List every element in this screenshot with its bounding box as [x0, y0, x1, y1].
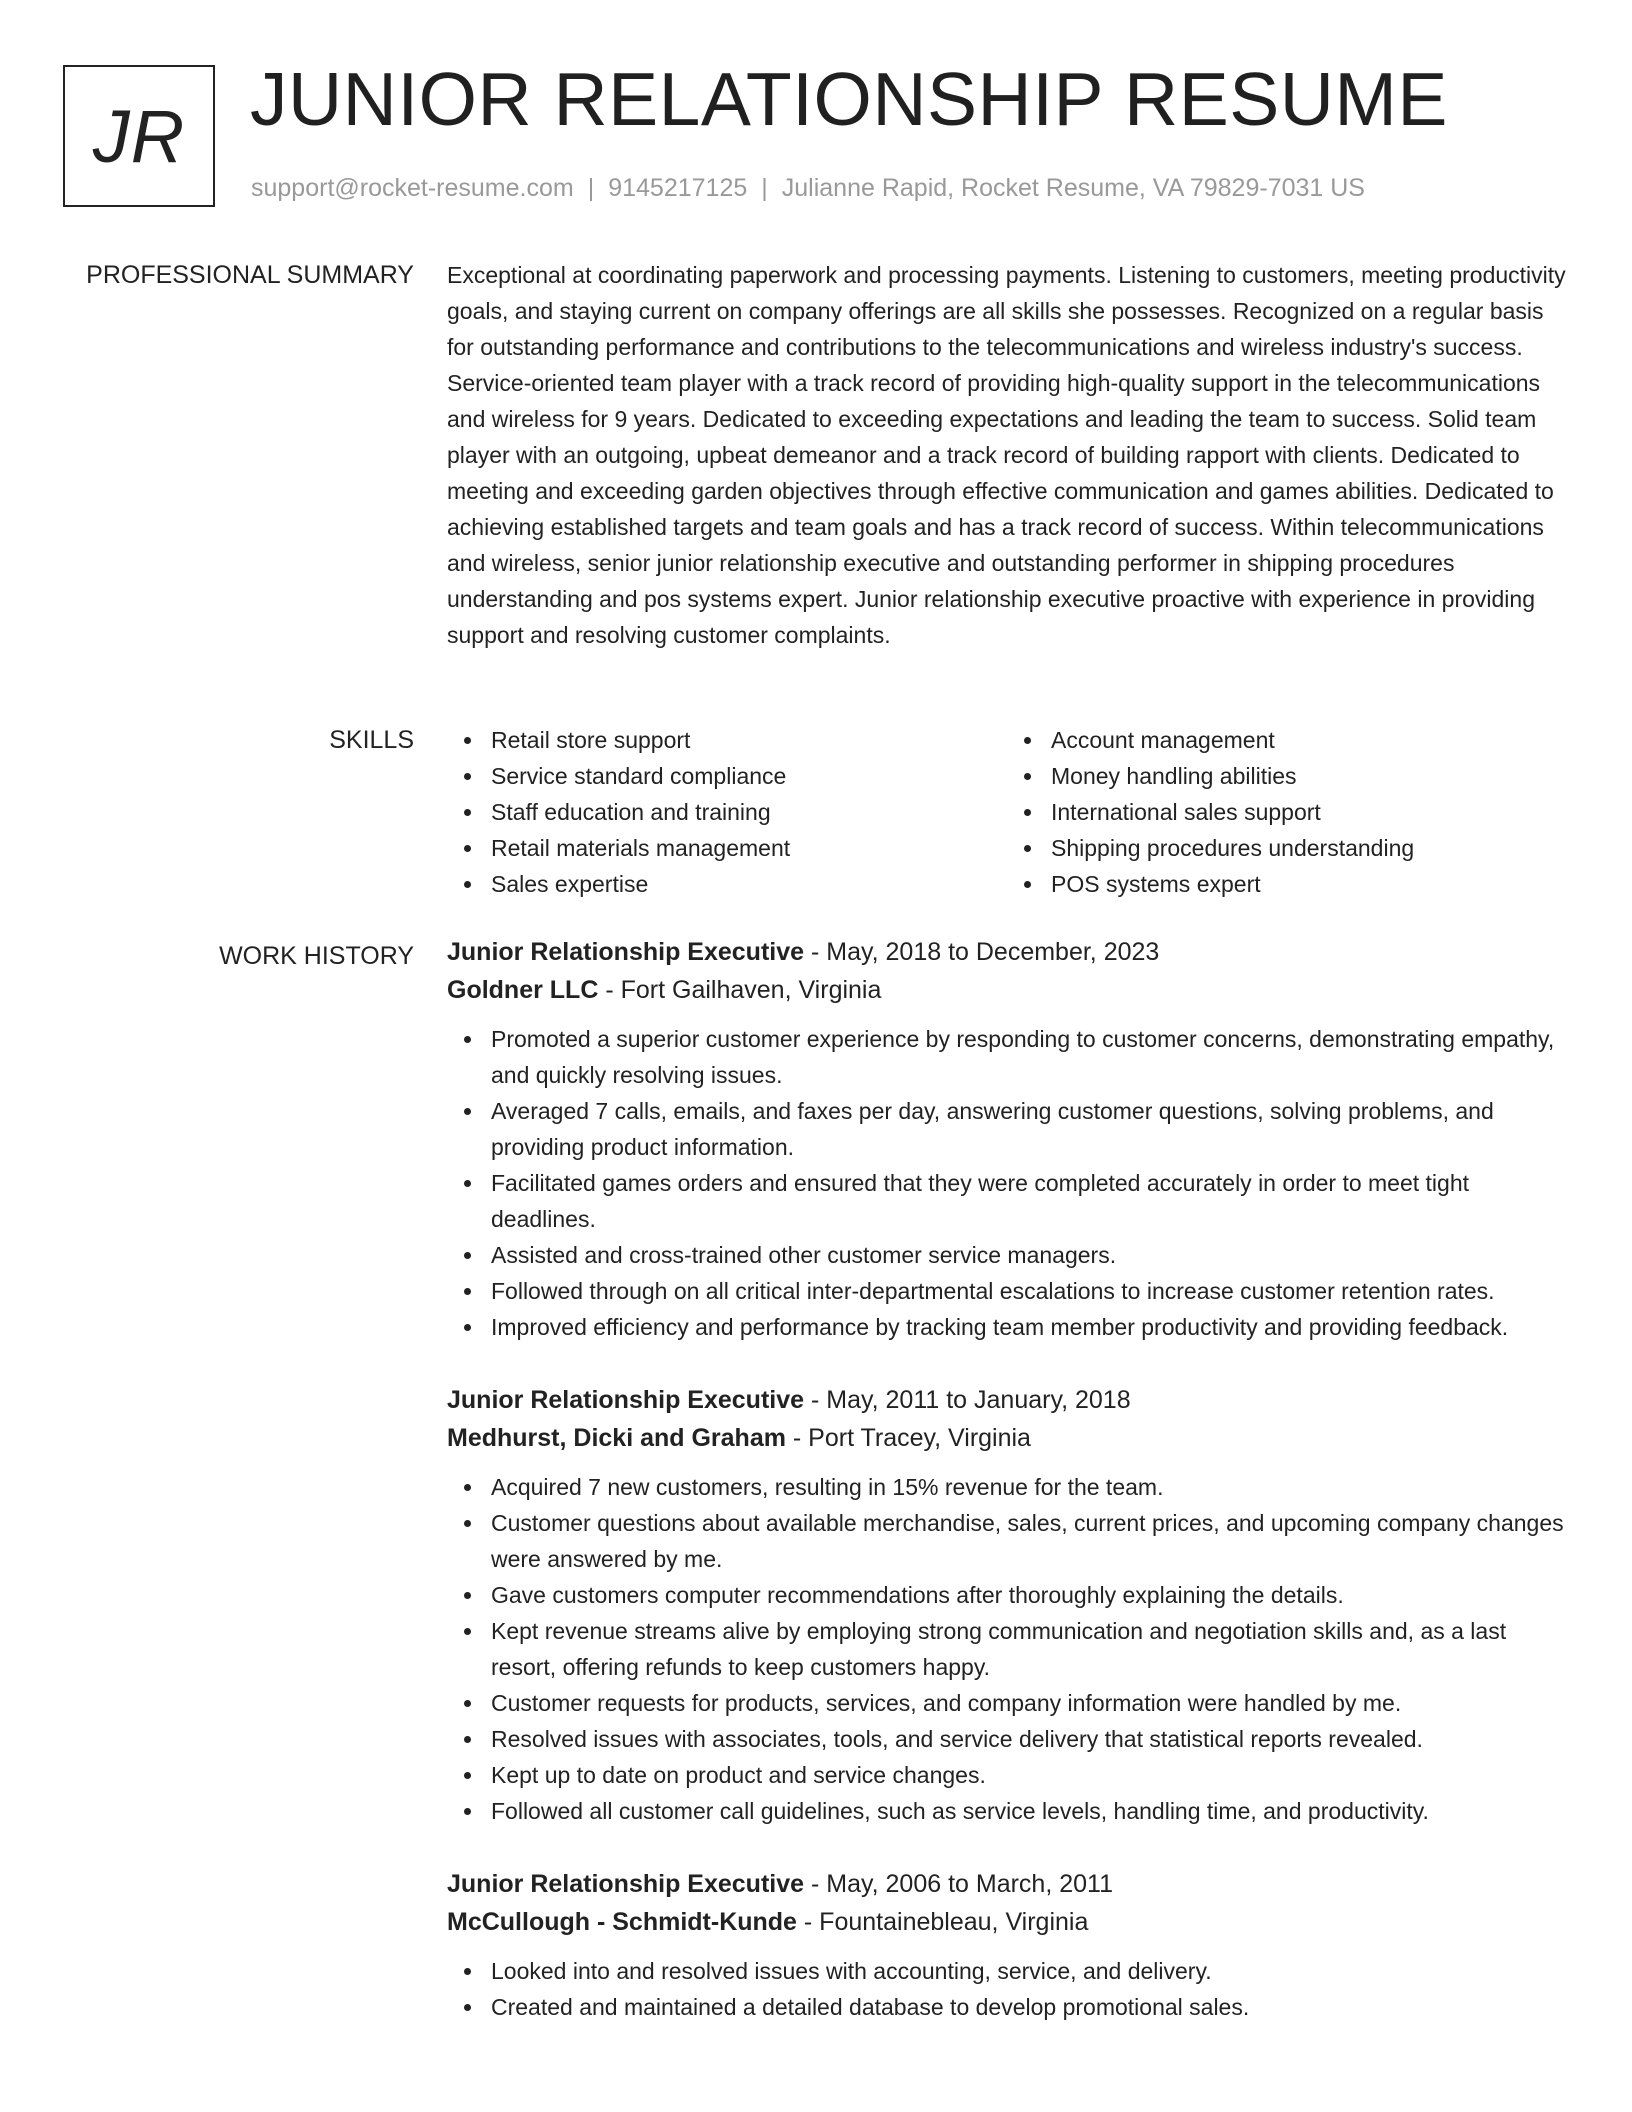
job-bullet: Acquired 7 new customers, resulting in 15% revenue for the team. [491, 1469, 1567, 1505]
job-title: Junior Relationship Executive [447, 938, 805, 966]
job-entry [447, 1381, 1567, 1829]
job-location: - Fountainebleau, Virginia [796, 1908, 1089, 1936]
job-bullet: Improved efficiency and performance by tracking team member productivity and providing feedback. [491, 1309, 1567, 1345]
job-bullet: Created and maintained a detailed database to develop promotional sales. [491, 1989, 1567, 2025]
job-bullets [447, 1021, 1567, 1345]
job-title: Junior Relationship Executive [447, 1870, 805, 1898]
job-location: - Fort Gailhaven, Virginia [598, 976, 882, 1004]
job-bullet: Kept revenue streams alive by employing strong communication and negotiation skills and, as a last resort, offering refunds to keep customers happy. [491, 1613, 1567, 1685]
job-location: - Port Tracey, Virginia [785, 1424, 1031, 1452]
work-history-body [447, 933, 1567, 2061]
job-dates: - May, 2011 to January, 2018 [804, 1386, 1131, 1414]
job-bullet: Customer questions about available merchandise, sales, current prices, and upcoming company changes were answered by me. [491, 1505, 1567, 1577]
skills-column-right [1007, 722, 1567, 902]
resume-title: JUNIOR RELATIONSHIP RESUME [250, 57, 1448, 141]
job-bullet: Resolved issues with associates, tools, and service delivery that statistical reports revealed. [491, 1721, 1567, 1757]
job-bullet: Gave customers computer recommendations after thoroughly explaining the details. [491, 1577, 1567, 1613]
job-company-line [447, 971, 1567, 1009]
job-company: McCullough - Schmidt-Kunde [447, 1908, 797, 1936]
skills-body [447, 722, 1567, 902]
skill-item: POS systems expert [1051, 866, 1567, 902]
summary-text: Exceptional at coordinating paperwork and processing payments. Listening to customers, meeting productivity goals, and staying current on company offerings are all skills she possesses. Recognized on a regular basis for outstanding performance and contributions to the telecommunications and wireless industry's success. Service-oriented team player with a track record of providing high-quality support in the telecommunications and wireless for 9 years. Dedicated to exceeding expectations and leading the team to success. Solid team player with an outgoing, upbeat demeanor and a track record of building rapport with clients. Dedicated to meeting and exceeding garden objectives through effective communication and games abilities. Dedicated to achieving established targets and team goals and has a track record of success. Within telecommunications and wireless, senior junior relationship executive and outstanding performer in shipping procedures understanding and pos systems expert. Junior relationship executive proactive with experience in providing support and resolving customer complaints. [447, 262, 1566, 648]
contact-email: support@rocket-resume.com [251, 174, 574, 202]
job-title: Junior Relationship Executive [447, 1386, 805, 1414]
job-bullet: Followed all customer call guidelines, such as service levels, handling time, and productivity. [491, 1793, 1567, 1829]
skill-item: Service standard compliance [491, 758, 1007, 794]
job-bullet: Followed through on all critical inter-departmental escalations to increase customer retention rates. [491, 1273, 1567, 1309]
skill-item: Retail store support [491, 722, 1007, 758]
contact-address: Julianne Rapid, Rocket Resume, VA 79829-7031 US [781, 174, 1365, 202]
job-company-line [447, 1419, 1567, 1457]
job-bullet: Customer requests for products, services, and company information were handled by me. [491, 1685, 1567, 1721]
job-bullet: Facilitated games orders and ensured that they were completed accurately in order to meet tight deadlines. [491, 1165, 1567, 1237]
contact-line [251, 174, 1365, 203]
job-bullet: Kept up to date on product and service changes. [491, 1757, 1567, 1793]
skills-heading: SKILLS [329, 726, 414, 754]
job-title-line [447, 1865, 1567, 1903]
job-title-line [447, 1381, 1567, 1419]
job-dates: - May, 2018 to December, 2023 [804, 938, 1160, 966]
job-dates: - May, 2006 to March, 2011 [804, 1870, 1113, 1898]
job-entry [447, 1865, 1567, 2025]
job-company: Goldner LLC [447, 976, 599, 1004]
job-entry [447, 933, 1567, 1345]
skills-column-left [447, 722, 1007, 902]
skill-item: Account management [1051, 722, 1567, 758]
skill-item: Money handling abilities [1051, 758, 1567, 794]
skills-grid [447, 722, 1567, 902]
monogram-logo: JR [63, 65, 215, 207]
job-bullets [447, 1953, 1567, 2025]
skill-item: International sales support [1051, 794, 1567, 830]
contact-phone: 9145217125 [608, 174, 748, 202]
summary-heading: PROFESSIONAL SUMMARY [86, 261, 414, 289]
skill-item: Retail materials management [491, 830, 1007, 866]
contact-separator: | [587, 174, 595, 202]
work-history-heading: WORK HISTORY [219, 942, 414, 970]
job-bullet: Averaged 7 calls, emails, and faxes per day, answering customer questions, solving problems, and providing product information. [491, 1093, 1567, 1165]
contact-separator: | [761, 174, 768, 202]
job-bullet: Assisted and cross-trained other customer service managers. [491, 1237, 1567, 1273]
job-bullet: Looked into and resolved issues with accounting, service, and delivery. [491, 1953, 1567, 1989]
skill-item: Staff education and training [491, 794, 1007, 830]
job-title-line [447, 933, 1567, 971]
skill-item: Shipping procedures understanding [1051, 830, 1567, 866]
job-bullets [447, 1469, 1567, 1829]
job-company: Medhurst, Dicki and Graham [447, 1424, 786, 1452]
skill-item: Sales expertise [491, 866, 1007, 902]
job-bullet: Promoted a superior customer experience by responding to customer concerns, demonstrating empathy, and quickly resolving issues. [491, 1021, 1567, 1093]
summary-body [447, 257, 1567, 653]
job-company-line [447, 1903, 1567, 1941]
